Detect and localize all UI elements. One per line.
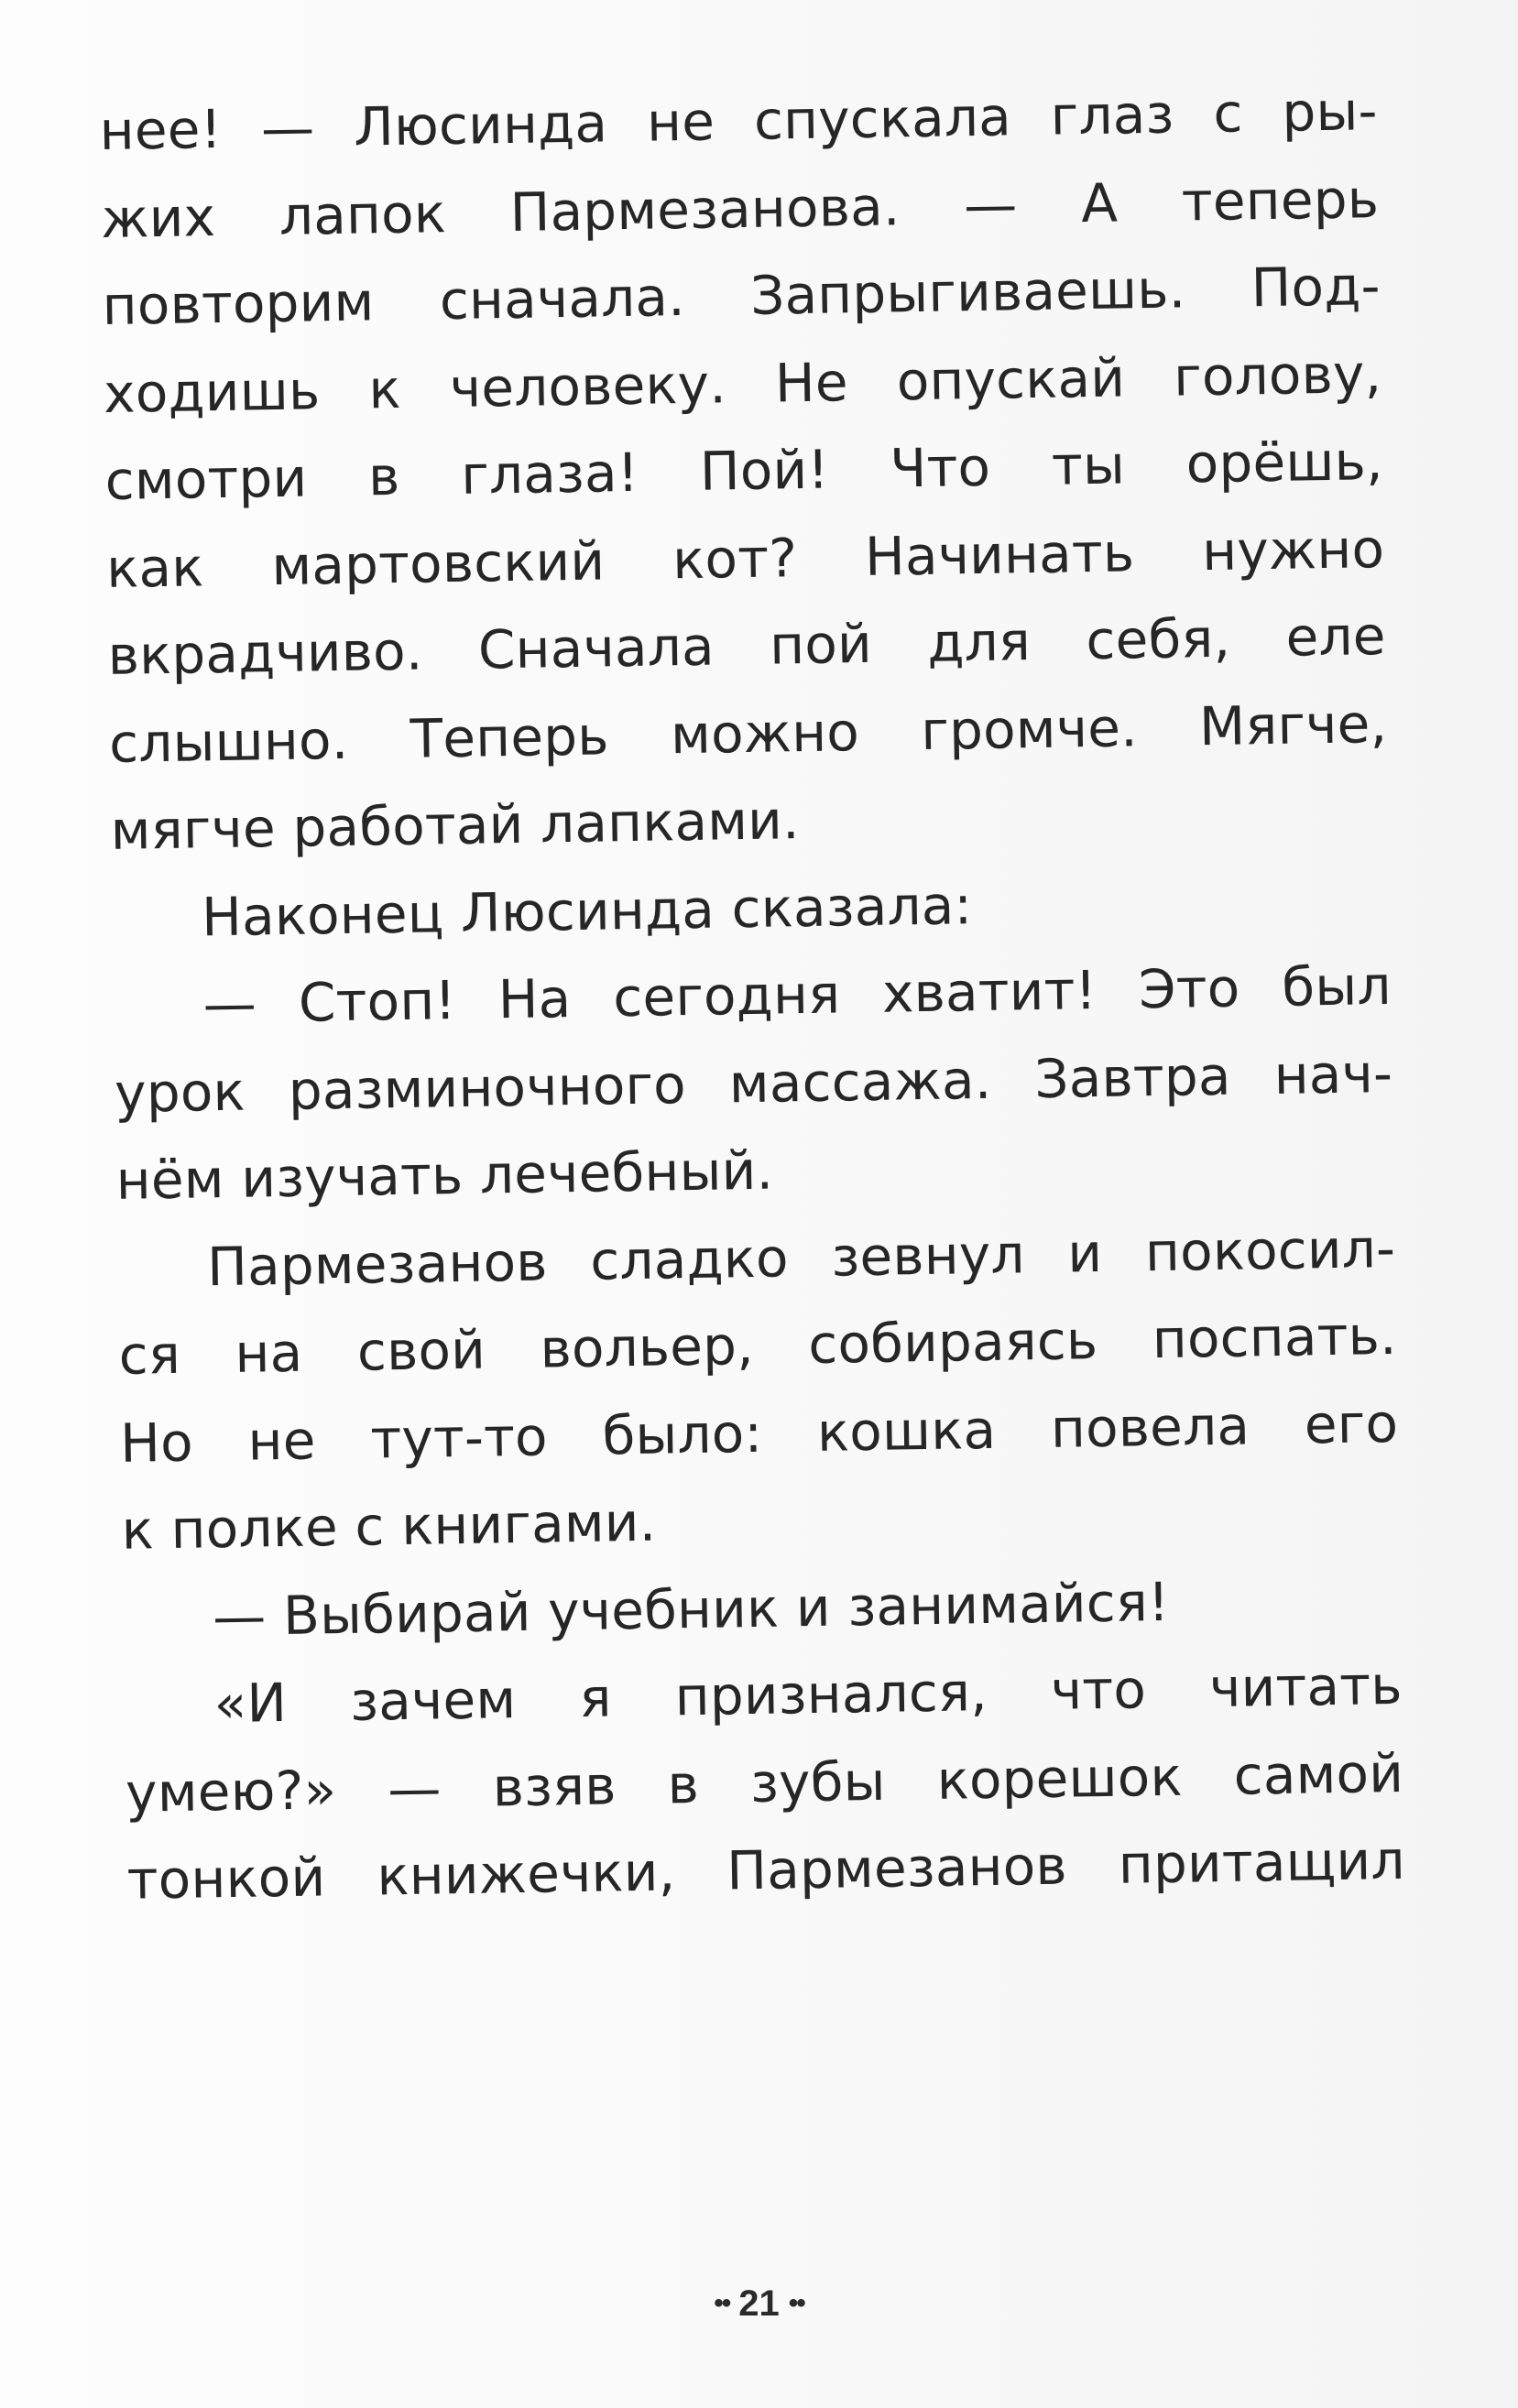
text-line-paragraph-end: нём изучать лечебный. (115, 1139, 774, 1212)
text-line: вкрадчиво. Сначала пой для себя, еле (107, 605, 1387, 687)
text-line: Но не тут-то было: кошка повела его (119, 1391, 1399, 1475)
text-line-paragraph-start: Наконец Люсинда сказала: (201, 873, 973, 948)
text-line: повторим сначала. Запрыгиваешь. Под- (102, 255, 1381, 337)
text-line: как мартовский кот? Начинать нужно (105, 517, 1385, 600)
text-line: тонкой книжечки, Пармезанов притащил (126, 1828, 1406, 1912)
text-line-paragraph-end: к полке с книгами. (121, 1490, 657, 1562)
text-line-paragraph-start: «И зачем я признался, что читать (213, 1653, 1403, 1736)
text-line: слышно. Теперь можно громче. Мягче, (108, 692, 1388, 775)
text-line: урок разминочного массажа. Завтра нач- (114, 1041, 1393, 1125)
text-line-paragraph-start: Пармезанов сладко зевнул и покосил- (206, 1216, 1396, 1298)
text-line: смотри в глаза! Пой! Что ты орёшь, (104, 430, 1384, 512)
page-number-value: 21 (738, 2283, 780, 2324)
text-line: ся на свой вольер, собираясь поспать. (118, 1303, 1398, 1387)
text-line: умею?» — взяв в зубы корешок самой (125, 1741, 1404, 1825)
ornament-dots-icon: •• (714, 2288, 730, 2318)
text-line-paragraph-start: — Выбирай учебник и занимайся! (212, 1570, 1170, 1648)
text-line: ходишь к человеку. Не опускай голову, (103, 342, 1382, 425)
text-line-paragraph-end: мягче работай лапками. (110, 789, 801, 862)
body-text (99, 68, 1405, 1924)
page-number (0, 2283, 1518, 2325)
text-line-paragraph-start: — Стоп! На сегодня хватит! Это был (202, 953, 1392, 1036)
text-line: нее! — Люсинда не спускала глаз с ры- (99, 80, 1379, 162)
text-line: жих лапок Пармезанова. — А теперь (100, 167, 1380, 250)
ornament-dots-icon: •• (788, 2288, 804, 2318)
